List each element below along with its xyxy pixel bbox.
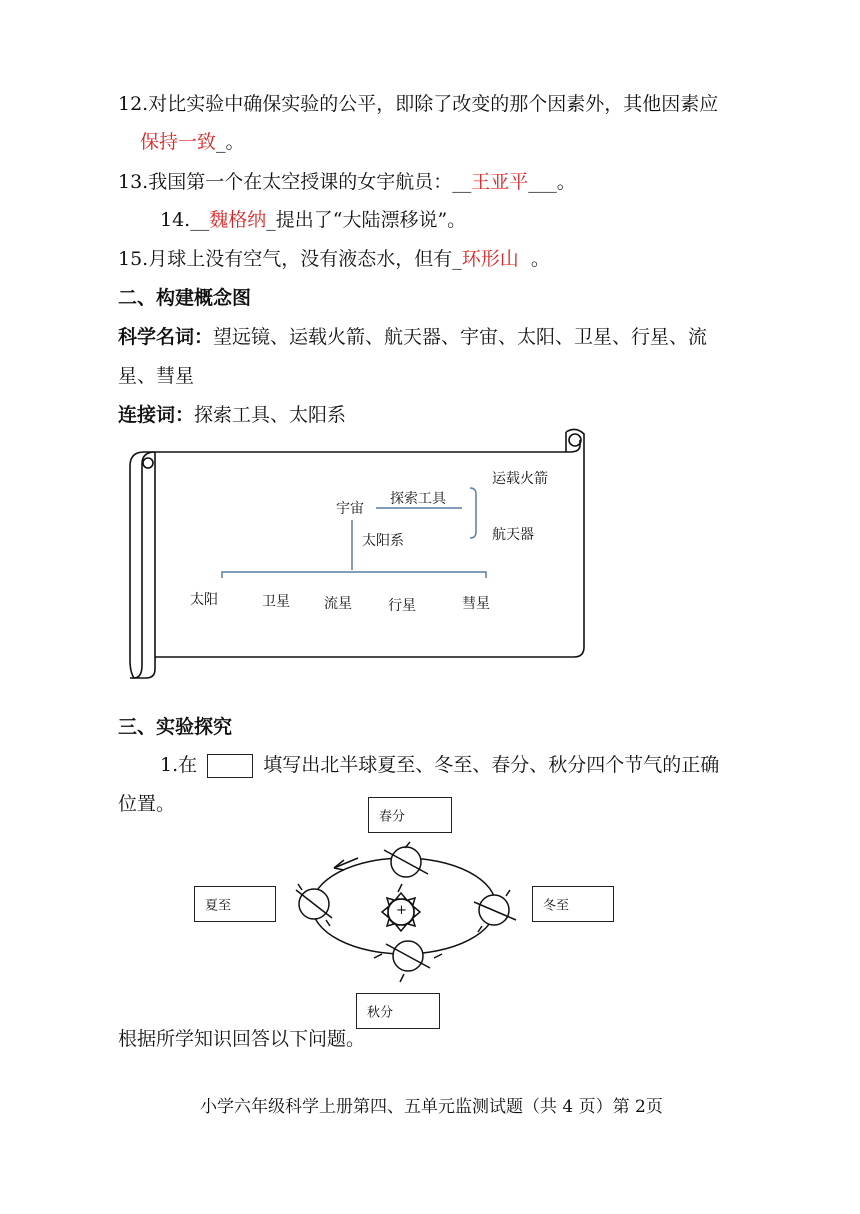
concept-member-planet: 行星 <box>388 598 416 614</box>
q12-tail: _。 <box>216 131 245 153</box>
concept-link-tools: 探索工具 <box>390 491 446 507</box>
label-autumn-equinox: 秋分 <box>367 1005 394 1021</box>
q15-prefix: 15.月球上没有空气，没有液态水，但有_ <box>118 248 462 270</box>
q13-tail: ___。 <box>528 171 576 193</box>
q1-suffix: 填写出北半球夏至、冬至、春分、秋分四个节气的正确 <box>263 754 720 776</box>
q12-answer: 保持一致 <box>140 131 217 153</box>
concept-member-comet: 彗星 <box>462 596 490 612</box>
q14-prefix: 14.__ <box>160 209 210 231</box>
q14-tail: _提出了“大陆漂移说”。 <box>266 209 467 231</box>
section2-title: 二、构建概念图 <box>118 287 252 309</box>
terms-line2: 星、彗星 <box>118 365 195 387</box>
q15-answer: 环形山 <box>461 248 519 270</box>
terms-text1: 望远镜、运载火箭、航天器、宇宙、太阳、卫星、行星、流 <box>213 326 708 348</box>
concept-member-sun: 太阳 <box>190 592 218 608</box>
concept-member-meteor: 流星 <box>324 596 352 612</box>
label-summer-solstice: 夏至 <box>205 898 232 914</box>
box-summer-solstice <box>194 886 276 922</box>
box-winter-solstice <box>532 886 614 922</box>
q13-answer: 王亚平 <box>471 171 529 193</box>
q1-blank-box <box>207 754 253 778</box>
q15-tail: 。 <box>518 248 550 270</box>
connect-label: 连接词： <box>118 404 195 426</box>
q13-prefix: 13.我国第一个在太空授课的女宇航员：__ <box>118 171 472 193</box>
connect-text: 探索工具、太阳系 <box>194 404 347 426</box>
label-spring-equinox: 春分 <box>379 809 406 825</box>
q1-line1 <box>160 753 719 778</box>
box-spring-equinox <box>368 797 452 833</box>
sun-symbol: + <box>396 903 407 918</box>
section3-title: 三、实验探究 <box>118 716 233 738</box>
q1-prefix: 1.在 <box>160 754 198 776</box>
q12-text: 12.对比实验中确保实验的公平，即除了改变的那个因素外，其他因素应 <box>118 93 719 115</box>
q1-line2: 位置。 <box>118 793 176 815</box>
section3-after: 根据所学知识回答以下问题。 <box>118 1028 366 1050</box>
box-autumn-equinox <box>356 993 440 1029</box>
q14-answer: 魏格纳 <box>209 209 267 231</box>
concept-root: 宇宙 <box>336 501 364 517</box>
concept-tool-spacecraft: 航天器 <box>492 527 534 543</box>
label-winter-solstice: 冬至 <box>543 898 570 914</box>
page-footer: 小学六年级科学上册第四、五单元监测试题（共 4 页）第 2页 <box>200 1097 663 1117</box>
terms-label: 科学名词： <box>118 326 214 348</box>
concept-tool-rocket: 运载火箭 <box>492 471 548 487</box>
concept-link-solar: 太阳系 <box>362 533 404 549</box>
concept-member-satellite: 卫星 <box>262 594 290 610</box>
